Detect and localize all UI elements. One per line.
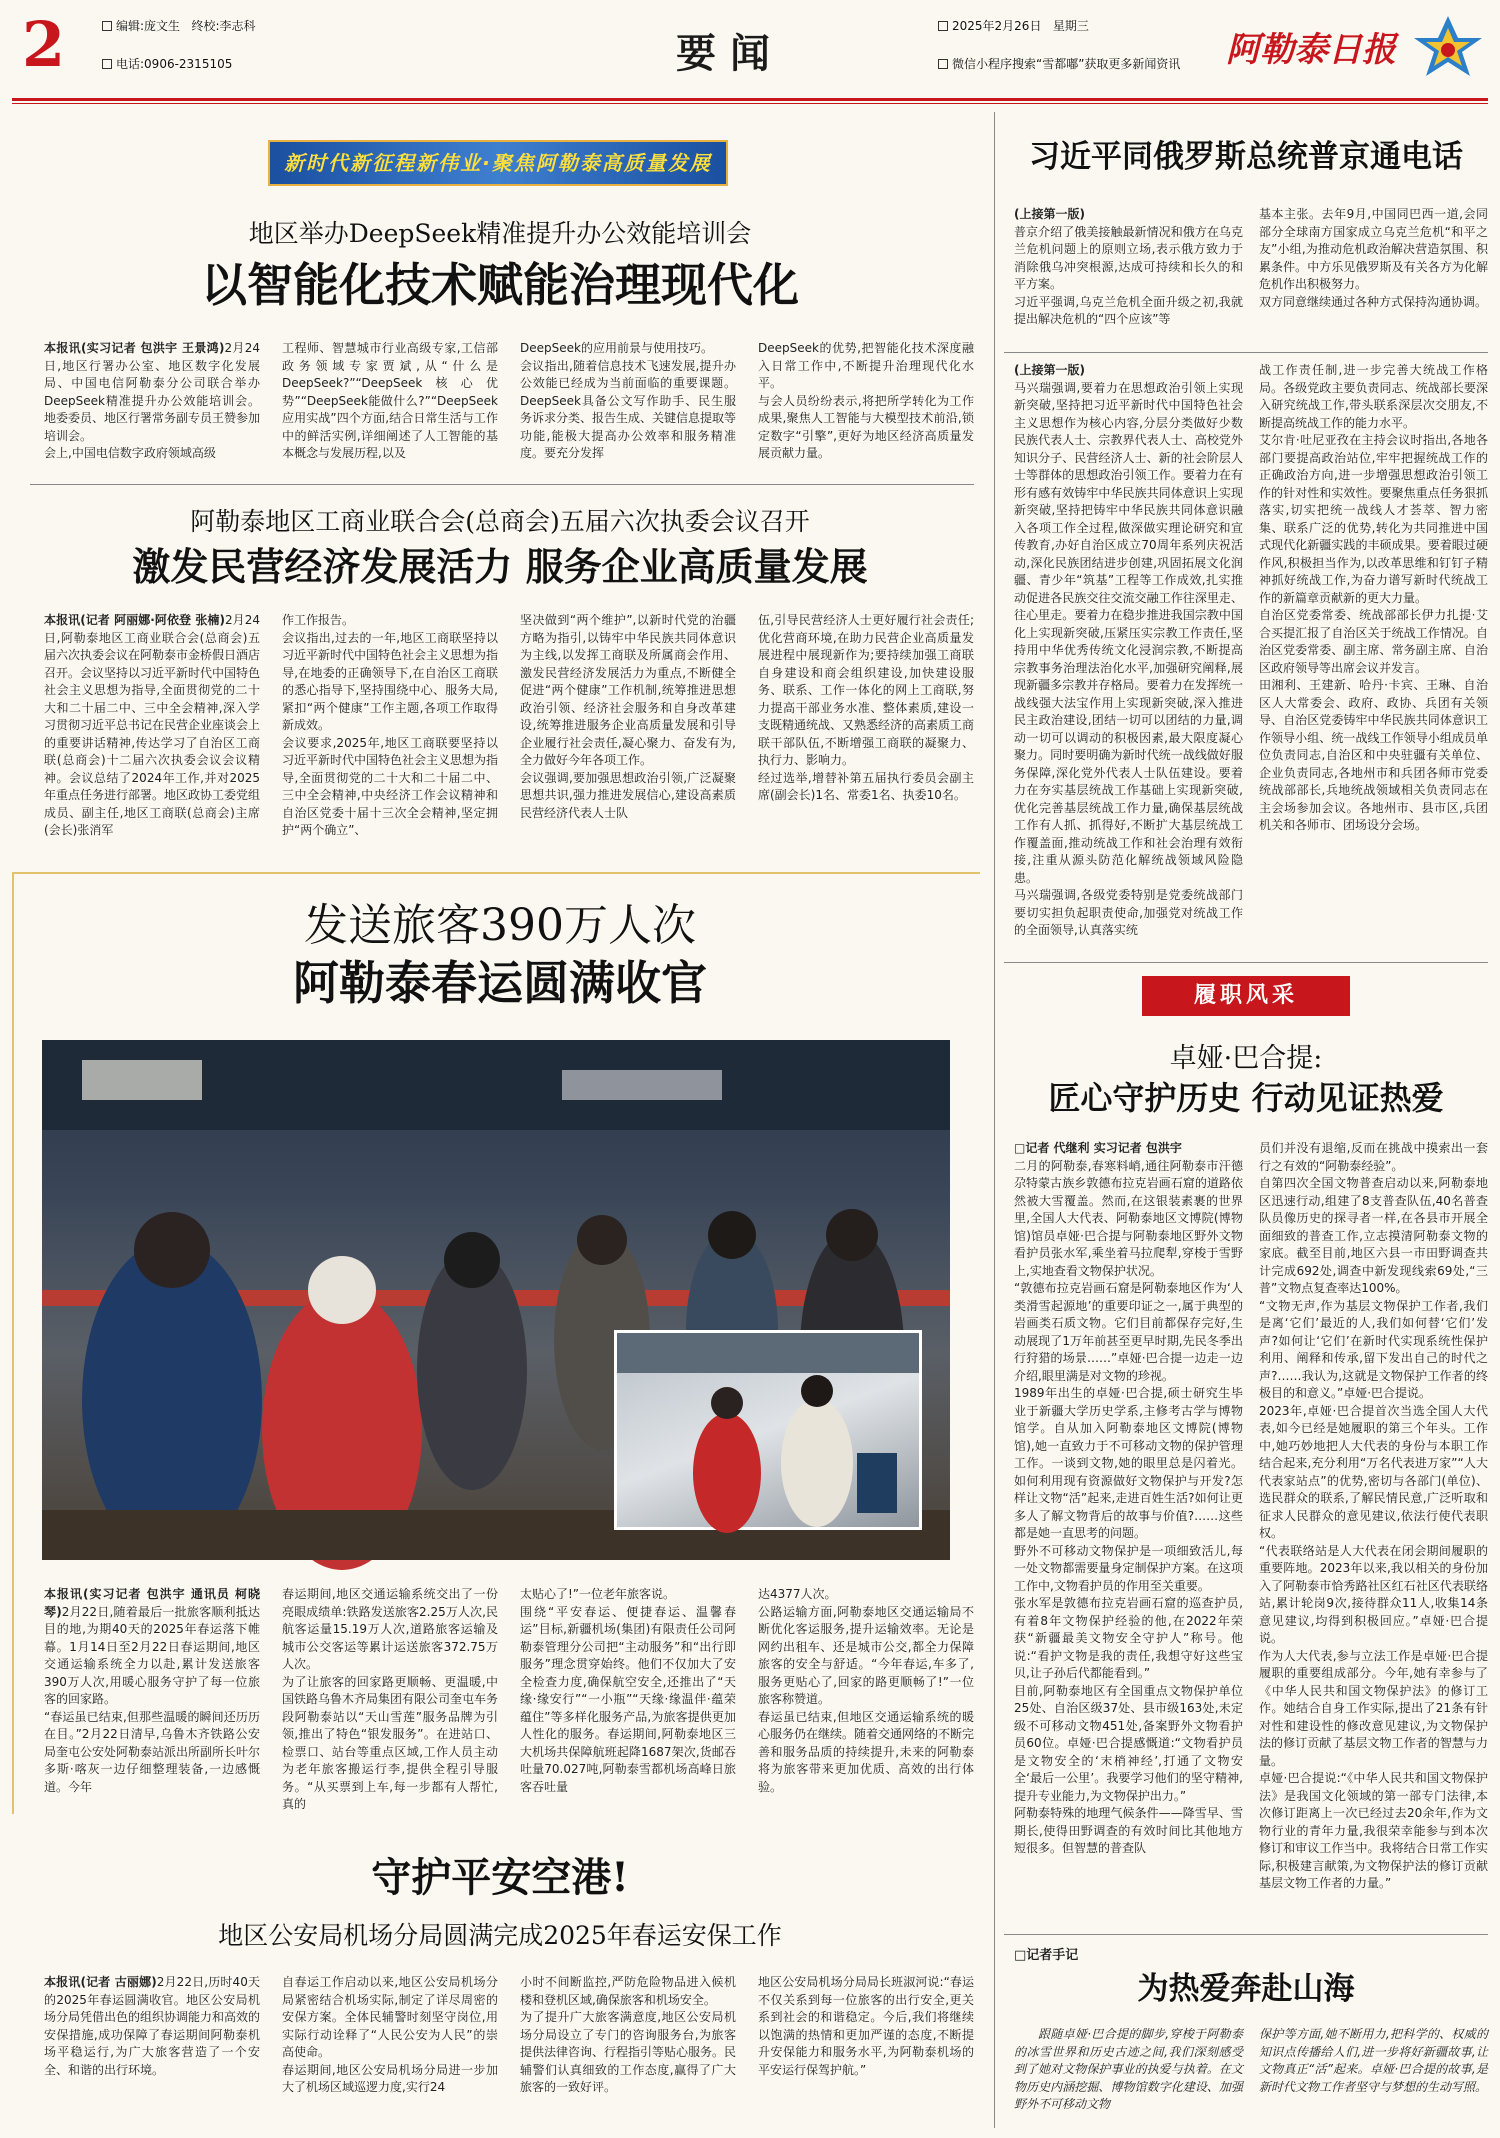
- article6-text-2: 战工作责任制,进一步完善大统战工作格局。各级党政主要负责同志、统战部长要深入研究统战工作,带头联系深层次交朋友,不断提高统战工作的能力水平。 艾尔肯·吐尼亚孜在主持会议时指出,各地各部门要提高政治站位,牢牢把握统战工作的正确政治方向,进一步增强思想政治引领工作的针对性和实效性。要聚焦重点任务狠抓落实,切实把统一战线人才荟萃、智力密集、联系广泛的优势,转化为共同推进中国式现代化新疆实践的丰硕成果。要着眼过硬作风,积极担当作为,以改革思维和钉钉子精神抓好统战工作,为奋力谱写新时代统战工作的新篇章贡献新的更大力量。 自治区党委常委、统战部部长伊力扎提·艾合买提汇报了自治区关于统战工作情况。自治区党委常委、副主席、常务副主席、自治区政府领导等出席会议并发言。: [1259, 363, 1488, 675]
- section-tag-lvzhi: 履职风采: [1142, 976, 1350, 1016]
- date-info: [938, 18, 1089, 34]
- article8-label: □记者手记: [1014, 1948, 1079, 1963]
- newspaper-logo: 阿勒泰日报: [1226, 30, 1396, 70]
- article1-col3: DeepSeek的应用前景与使用技巧。 会议指出,随着信息技术飞速发展,提升办公效能已经成为当前面临的重要课题。DeepSeek具备公文写作助手、民生服务诉求分类、报告生成、关键信息提取等功能,能极大提高办公效率和服务精准度。要充分发挥: [520, 341, 737, 460]
- reviewer-name: 终校:李志科: [191, 19, 256, 33]
- article4-title: 守护平安空港!: [371, 1854, 629, 1901]
- article3-col1: [44, 1586, 260, 1814]
- article3-title-line1: 发送旅客390万人次: [304, 900, 696, 951]
- divider: [1004, 962, 1488, 963]
- divider: [30, 484, 974, 485]
- issue-weekday: 星期三: [1052, 19, 1089, 33]
- article6-col1: [1014, 362, 1243, 952]
- article5-col2: 基本主张。去年9月,中国同巴西一道,会同部分全球南方国家成立乌克兰危机“和平之友”小组,为推动危机政治解决营造氛围、积累条件。中方乐见俄罗斯及有关各方为化解危机作出积极努力。 双方同意继续通过各种方式保持沟通协调。: [1259, 207, 1488, 309]
- article2-byline: 本报讯(记者 阿丽娜·阿依登 张楠): [44, 613, 225, 627]
- article4-byline: 本报讯(记者 古丽娜): [44, 1975, 157, 1989]
- article2-col1: [44, 612, 260, 840]
- divider: [1004, 352, 1488, 353]
- column-divider: [994, 112, 995, 2128]
- article6-text-3: 田湘利、王建新、哈丹·卡宾、王琳、自治区人大常委会、政府、政协、兵团有关领导、自治区党委铸牢中华民族共同体意识工作领导小组、统一战线工作领导小组成员单位负责同志,自治区和中央驻疆有关单位、企业负责同志,各地州市和兵团各师市党委统战部部长,兵地统战领域相关负责同志在主会场参加会议。各地州市、县市区,兵团机关和各师市、团场设分会场。: [1259, 678, 1488, 832]
- article2-col2: 作工作报告。 会议指出,过去的一年,地区工商联坚持以习近平新时代中国特色社会主义思想为指导,在地委的正确领导下,在自治区工商联的悉心指导下,坚持围绕中心、服务大局,紧扣“两个健康”工作主题,各项工作取得新成效。 会议要求,2025年,地区工商联要坚持以习近平新时代中国特色社会主义思想为指导,全面贯彻党的二十大和二十届二中、三中全会精神,中央经济工作会议精神和自治区党委十届十三次全会精神,坚定拥护“两个确立”、: [282, 613, 499, 837]
- article6-col2: [1259, 362, 1488, 952]
- article3-byline: 本报讯(实习记者 包洪宇 通讯员 柯晓琴): [44, 1587, 260, 1619]
- article8-body: [1014, 2026, 1488, 2126]
- article4-subtitle: 地区公安局机场分局圆满完成2025年春运安保工作: [218, 1921, 782, 1950]
- article6-text-1: 马兴瑞强调,要着力在思想政治引领上实现新突破,坚持把习近平新时代中国特色社会主义思想作为核心内容,分层分类做好少数民族代表人士、宗教界代表人士、高校党外知识分子、民营经济人士、新的社会阶层人士等群体的思想政治引领工作。要着力在有形有感有效铸牢中华民族共同体意识上实现新突破,坚持把铸牢中华民族共同体意识融入各项工作全过程,做深做实理论研究和宣传教育,办好自治区成立70周年系列庆祝活动,深化民族团结进步创建,巩固拓展文化润疆、青少年“筑基”工程等工作成效,扎实推动促进各民族交往交流交融工作往深里走、往心里走。要着力在稳步推进我国宗教中国化上实现新突破,压紧压实宗教工作责任,坚持用中华优秀传统文化浸润宗教,不断提高宗教事务治理法治化水平,加强研究阐释,展现新疆多宗教并存格局。要着力在发挥统一战线强大法宝作用上实现新突破,深入推进民主政治建设,团结一切可以团结的力量,调动一切可以调动的积极因素,最大限度凝心聚力。同时要明确为新时代统一战线做好服务保障,深化党外代表人士队伍建设。要着力在夯实基层统战工作基础上实现新突破,优化完善基层统战工作力量,确保基层统战工作有人抓、抓得好,不断扩大基层统战工作覆盖面,推动统战工作和社会治理有效衔接,注重从源头防范化解统战领域风险隐患。 马兴瑞强调,各级党委特别是党委统战部门要切实担负起职责使命,加强党对统战工作的全面领导,认真落实统: [1014, 380, 1243, 937]
- checkbox-icon: [938, 59, 948, 69]
- article1-col1: [44, 340, 260, 466]
- article5-title: 习近平同俄罗斯总统普京通电话: [1029, 139, 1463, 175]
- editor-info: [102, 18, 256, 34]
- topic-banner: 新时代新征程新伟业·聚焦阿勒泰高质量发展: [268, 140, 728, 186]
- article7-name: 卓娅·巴合提:: [1169, 1043, 1323, 1074]
- article1-byline: 本报讯(实习记者 包洪宇 王景鸿): [44, 341, 225, 355]
- article6-cont-label: (上接第一版): [1014, 363, 1085, 377]
- article3-text-1: 2月22日,随着最后一批旅客顺利抵达目的地,为期40天的2025年春运落下帷幕。1月14日至2月22日春运期间,地区交通运输系统全力以赴,累计发送旅客390万人次,用暖心服务守护了每一位旅客的回家路。 “春运虽已结束,但那些温暖的瞬间还历历在目。”2月22日清早,乌鲁木齐铁路公安局奎屯公安处阿勒泰站派出所副所长叶尔多斯·喀灰一边仔细整理装备,一边感慨道。今年: [44, 1604, 261, 1794]
- section-title: 要闻: [676, 30, 784, 77]
- article4-col4: 地区公安局机场分局局长班淑河说:“春运不仅关系到每一位旅客的出行安全,更关系到社会的和谐稳定。今后,我们将继续以饱满的热情和更加严谨的态度,不断提升安保能力和服务水平,为阿勒泰机场的平安运行保驾护航。”: [758, 1975, 974, 2077]
- article8-col2: 保护等方面,她不断用力,把科学的、权威的知识点传播给人们,进一步将好新疆故事,让文物真正“活”起来。卓娅·巴合提的故事,是新时代文物工作者坚守与梦想的生动写照。: [1259, 2027, 1488, 2094]
- checkbox-icon: [102, 59, 112, 69]
- article3-col2: 春运期间,地区交通运输系统交出了一份亮眼成绩单:铁路发送旅客2.25万人次,民航客运量15.19万人次,道路旅客运输及城市公交客运等累计运送旅客372.75万人次。 为了让旅客的回家路更顺畅、更温暖,中国铁路乌鲁木齐局集团有限公司奎屯车务段阿勒泰站以“天山雪莲”服务品牌为引领,推出了特色“银发服务”。在进站口、检票口、站台等重点区域,工作人员主动为老年旅客搬运行李,提供全程引导服务。“从买票到上车,每一步都有人帮忙,真的: [282, 1587, 499, 1811]
- staff-helping-passenger-illustration: [617, 1333, 919, 1527]
- phone-number: 电话:0906-2315105: [116, 57, 233, 71]
- article4-col3: 小时不间断监控,严防危险物品进入候机楼和登机区域,确保旅客和机场安全。 为了提升广大旅客满意度,地区公安局机场分局设立了专门的咨询服务台,为旅客提供法律咨询、行程指引等贴心服务。民辅警们认真细致的工作态度,赢得了广大旅客的一致好评。: [520, 1975, 737, 2094]
- wechat-info: [938, 56, 1180, 72]
- article2-col4: 伍,引导民营经济人士更好履行社会责任;优化营商环境,在助力民营企业高质量发展进程中展现新作为;要持续加强工商联自身建设和商会组织建设,加快建设服务、联系、工作一体化的网上工商联,努力提高干部业务水准、整体素质,建设一支既精通统战、又熟悉经济的高素质工商联干部队伍,不断增强工商联的凝聚力、执行力、影响力。 经过选举,增替补第五届执行委员会副主席(副会长)1名、常委1名、执委10名。: [758, 613, 975, 802]
- article3-body: [44, 1586, 975, 1811]
- article8-col1: 跟随卓娅·巴合提的脚步,穿梭于阿勒泰的冰雪世界和历史古迹之间,我们深刻感受到了她对文物保护事业的执爱与执着。在文物历史内涵挖掘、博物馆数字化建设、加强野外不可移动文物: [1014, 2027, 1243, 2111]
- newspaper-emblem-icon: [1410, 12, 1486, 88]
- article2-col3: 坚决做到“两个维护”,以新时代党的治疆方略为指引,以铸牢中华民族共同体意识为主线,以发挥工商联及所属商会作用、激发民营经济发展活力为重点,不断健全促进“两个健康”工作机制,统筹推进思想政治引领、经济社会服务和自身改革建设,统筹推进服务企业高质量发展和引导企业履行社会责任,凝心聚力、奋发有为,全力做好今年各项工作。 会议强调,要加强思想政治引领,广泛凝聚思想共识,强力推进发展信心,建设高素质民营经济代表人士队: [520, 613, 736, 820]
- article7-title: 匠心守护历史 行动见证热爱: [1048, 1079, 1444, 1117]
- article6-body: [1014, 362, 1488, 952]
- article2-text-1: 2月24日,阿勒泰地区工商业联合会(总商会)五届六次执委会议在阿勒泰市金桥假日酒店召开。会议坚持以习近平新时代中国特色社会主义思想为指导,全面贯彻党的二十大和二十届二中、三中全会精神,深入学习贯彻习近平总书记在民营企业座谈会上的重要讲话精神,传达学习了自治区工商联(总商会)十二届六次执委会议会议精神。会议总结了2024年工作,并对2025年重点任务进行部署。地区政协工委党组成员、副主任,地区工商联(总商会)主席(会长)张消军: [44, 613, 261, 837]
- article1-col4: DeepSeek的优势,把智能化技术深度融入日常工作中,不断提升治理现代化水平。 与会人员纷纷表示,将把所学转化为工作成果,聚焦人工智能与大模型技术前沿,锁定数字“引擎”,更好为地区经济高质量发展贡献力量。: [758, 341, 974, 460]
- article3-col4: 达4377人次。 公路运输方面,阿勒泰地区交通运输局不断优化客运服务,提升运输效率。无论是网约出租车、还是城市公交,都全力保障旅客的安全与舒适。“今年春运,车多了,服务更贴心了,回家的路更顺畅了!”一位旅客称赞道。 春运虽已结束,但地区交通运输系统的暖心服务仍在继续。随着交通网络的不断完善和服务品质的持续提升,未来的阿勒泰将为旅客带来更加优质、高效的出行体验。: [758, 1587, 975, 1794]
- wechat-text: 微信小程序搜索“雪都嘟”获取更多新闻资讯: [952, 57, 1181, 71]
- divider: [1004, 1934, 1488, 1935]
- article5-col1: [1014, 206, 1243, 346]
- masthead-rule: [12, 98, 1488, 101]
- article4-col2: 自春运工作启动以来,地区公安局机场分局紧密结合机场实际,制定了详尽周密的安保方案。全体民辅警时刻坚守岗位,用实际行动诠释了“人民公安为人民”的崇高使命。 春运期间,地区公安局机场分局进一步加大了机场区域巡逻力度,实行24: [282, 1975, 498, 2094]
- article2-body: [44, 612, 974, 838]
- article5-cont-label: (上接第一版): [1014, 207, 1085, 221]
- checkbox-icon: [102, 21, 112, 31]
- masthead-rule-thin: [12, 103, 1488, 104]
- article7-body: [1014, 1140, 1488, 1924]
- article1-text-1: 2月24日,地区行署办公室、地区数字化发展局、中国电信阿勒泰分公司联合举办DeepSeek精准提升办公效能培训会。地委委员、地区行署常务副专员王赞参加培训会。 会上,中国电信数字政府领域高级: [44, 341, 261, 460]
- editor-name: 编辑:庞文生: [116, 19, 181, 33]
- article1-title: 以智能化技术赋能治理现代化: [201, 258, 799, 312]
- article8-title: 为热爱奔赴山海: [1137, 1971, 1355, 2007]
- article4-col1: [44, 1974, 260, 2120]
- article7-text-1: 二月的阿勒泰,春寒料峭,通往阿勒泰市汗德尕特蒙古族乡敦德布拉克岩画石窟的道路依然被大雪覆盖。然而,在这银装素裹的世界里,全国人大代表、阿勒泰地区文博院(博物馆)馆员卓娅·巴合提与阿勒泰地区野外文物看护员张水军,乘坐着马拉爬犁,穿梭于雪野上,实地查看文物保护状况。 “敦德布拉克岩画石窟是阿勒泰地区作为‘人类滑雪起源地’的重要印证之一,属于典型的岩画类石质文物。它们目前都保存完好,生动展现了1万年前甚至更早时期,先民冬季出行狩猎的场景……”卓娅·巴合提一边走一边介绍,眼里满是对文物的珍视。 1989年出生的卓娅·巴合提,硕士研究生毕业于新疆大学历史学系,主修考古学与博物馆学。自从加入阿勒泰地区文博院(博物馆),她一直致力于不可移动文物的保护管理工作。一谈到文物,她的眼里总是闪着光。如何利用现有资源做好文物保护与开发?怎样让文物“活”起来,走进百姓生活?如何让更多人了解文物背后的故事与价值?……这些都是她一直思考的问题。 野外不可移动文物保护是一项细致活儿,每一处文物都需要量身定制保护方案。在这项工作中,文物看护员的作用至关重要。 张水军是敦德布拉克岩画石窟的巡查护员,有着8年文物保护经验的他,在2022年荣获“新疆最美文物安全守护人”称号。他说:“看护文物是我的责任,我想守好这些宝贝,让子孙后代都能看到。” 目前,阿勒泰地区有全国重点文物保护单位25处、自治区级37处、县市级163处,未定级不可移动文物451处,备案野外文物看护员60位。卓娅·巴合提感慨道:“文物看护员是文物安全的‘末梢神经’,打通了文物安全‘最后一公里’。我要学习他们的坚守精神,提升专业能力,为文物保护出力。” 阿勒泰特殊的地理气候条件——降雪早、雪期长,使得田野调查的有效时间比其他地方短很多。但智慧的普查队: [1014, 1158, 1243, 1855]
- spring-travel-photo: [42, 1040, 950, 1560]
- article3-col3: 太贴心了!”一位老年旅客说。 围绕“平安春运、便捷春运、温馨春运”目标,新疆机场(集团)有限责任公司阿勒泰管理分公司把“主动服务”和“出行即服务”理念贯穿始终。他们不仅加大了安全检查力度,确保航空安全,还推出了“天缘·缘安行”“一小瓶”“天缘·缘温伴·蕴荣蕴住”等多样化服务产品,为旅客提供更加人性化的服务。春运期间,阿勒泰地区三大机场共保障航班起降1687架次,货邮吞吐量70.027吨,阿勒泰雪都机场高峰日旅客吞吐量: [520, 1587, 736, 1794]
- article1-col2: 工程师、智慧城市行业高级专家,工信部政务领域专家贾斌,从“什么是DeepSeek?”“DeepSeek核心优势”“DeepSeek能做什么?”“DeepSeek应用实战”四个方面,结合日常生活与工作中的鲜活实例,详细阐述了人工智能的基本概念与发展历程,以及: [282, 341, 498, 460]
- article1-subtitle: 地区举办DeepSeek精准提升办公效能培训会: [248, 219, 752, 248]
- inset-photo: [614, 1330, 922, 1530]
- article7-col2: 员们并没有退缩,反而在挑战中摸索出一套行之有效的“阿勒泰经验”。 自第四次全国文物普查启动以来,阿勒泰地区迅速行动,组建了8支普查队伍,40名普查队员像历史的探寻者一样,在各县市开展全面细致的普查工作,立志摸清阿勒泰文物的家底。截至目前,地区六县一市田野调查共计完成692处,调查中新发现线索69处,“三普”文物点复查率达100%。 “文物无声,作为基层文物保护工作者,我们是离‘它们’最近的人,我们如何替‘它们’发声?如何让‘它们’在新时代实现系统性保护利用、阐释和传承,留下发出自己的时代之声?……我认为,这就是文物保护工作者的终极目的和意义。”卓娅·巴合提说。 2023年,卓娅·巴合提首次当选全国人大代表,如今已经是她履职的第三个年头。工作中,她巧妙地把人大代表的身份与本职工作结合起来,充分利用“万名代表进万家”“人大代表家站点”的优势,密切与各部门(单位)、选民群众的联系,了解民情民意,广泛听取和征求人民群众的意见建议,依法行使代表职权。 “代表联络站是人大代表在闭会期间履职的重要阵地。2023年以来,我以相关的身份加入了阿勒泰市恰秀路社区红石社区代表联络站,累计轮岗9次,接待群众11人,收集14条意见建议,均得到积极回应。”卓娅·巴合提说。 作为人大代表,参与立法工作是卓娅·巴合提履职的重要组成部分。今年,她有幸参与了《中华人民共和国文物保护法》的修订工作。她结合自身工作实际,提出了21条有针对性和建设性的修改意见建议,为文物保护法的修订贡献了基层文物工作者的智慧与力量。 卓娅·巴合提说:“《中华人民共和国文物保护法》是我国文化领域的第一部专门法律,本次修订距离上一次已经过去20余年,作为文物行业的青年力量,我很荣幸能参与到本次修订和审议工作当中。我将结合日常工作实际,积极建言献策,为文物保护法的修订贡献基层文物工作者的力量。”: [1259, 1141, 1488, 1890]
- article2-title: 激发民营经济发展活力 服务企业高质量发展: [132, 544, 868, 589]
- article1-body: [44, 340, 974, 466]
- article2-subtitle: 阿勒泰地区工商业联合会(总商会)五届六次执委会议召开: [190, 507, 810, 536]
- article3-title-line2: 阿勒泰春运圆满收官: [293, 956, 707, 1010]
- checkbox-icon: [938, 21, 948, 31]
- page-number: 2: [22, 8, 66, 81]
- issue-date: 2025年2月26日: [952, 19, 1042, 33]
- article7-col1: [1014, 1140, 1243, 1924]
- article4-body: [44, 1974, 974, 2120]
- article5-text-1: 普京介绍了俄美接触最新情况和俄方在乌克兰危机问题上的原则立场,表示俄方致力于消除俄乌冲突根源,达成可持续和长久的和平方案。 习近平强调,乌克兰危机全面升级之初,我就提出解决危机的“四个应该”等: [1014, 224, 1243, 326]
- article5-body: [1014, 206, 1488, 346]
- article7-byline: □记者 代继利 实习记者 包洪宇: [1014, 1141, 1182, 1155]
- phone-info: [102, 56, 232, 72]
- article4-text-1: 2月22日,历时40天的2025年春运圆满收官。地区公安局机场分局凭借出色的组织协调能力和高效的安保措施,成功保障了春运期间阿勒泰机场平稳运行,为广大旅客营造了一个安全、和谐的出行环境。: [44, 1975, 261, 2077]
